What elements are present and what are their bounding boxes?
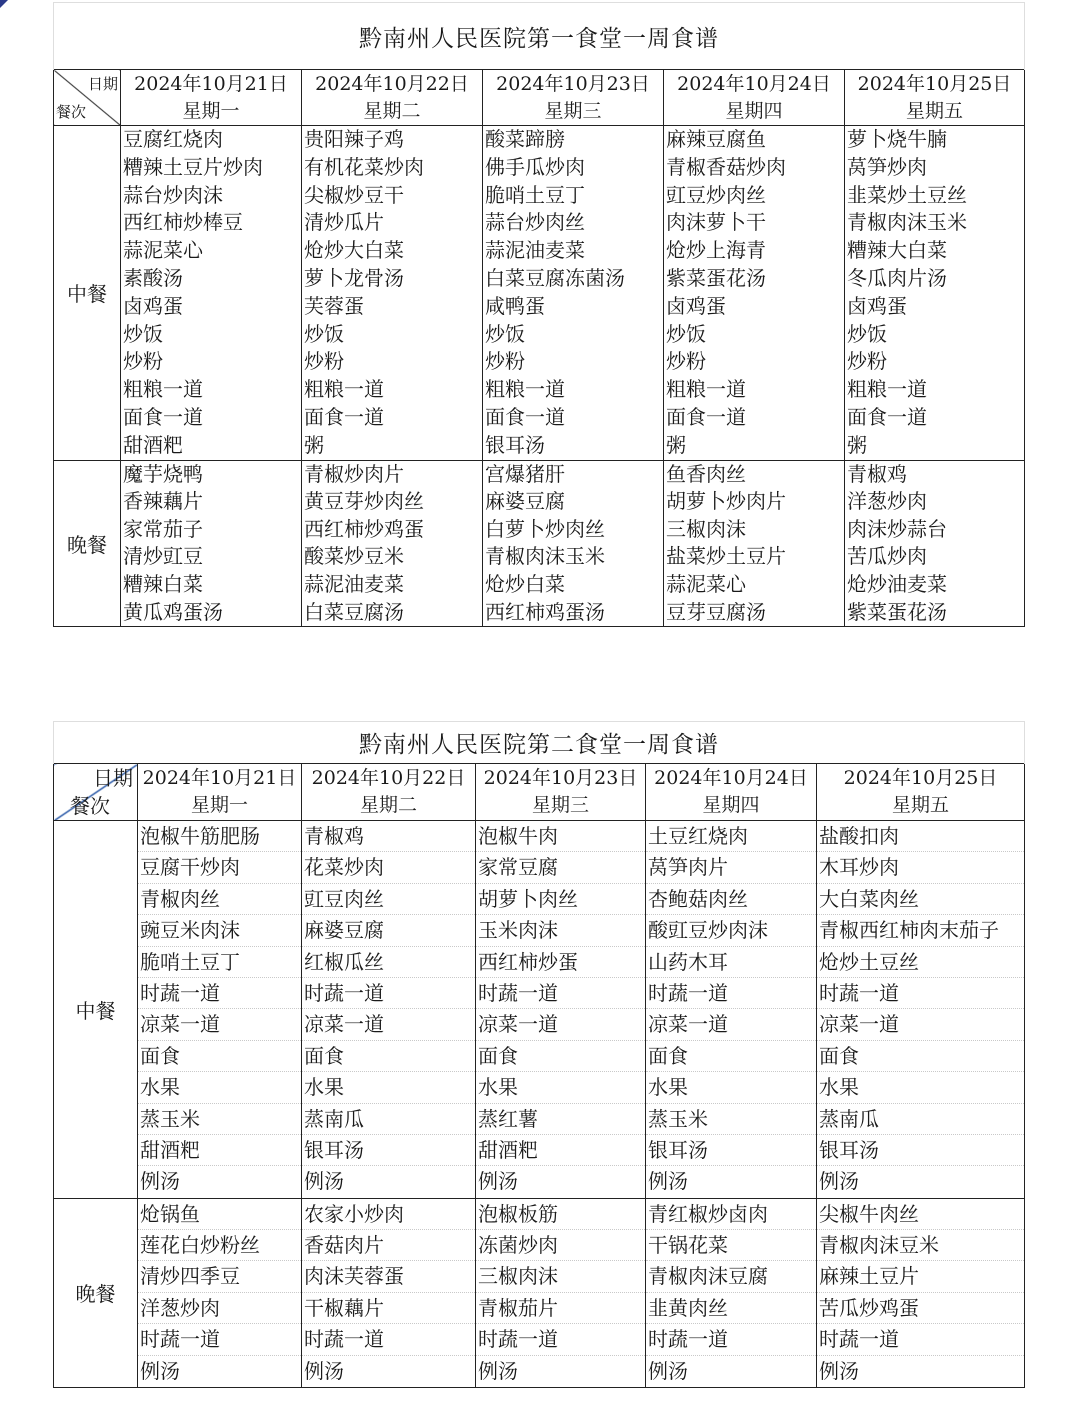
dish-item: 面食一道 (847, 404, 927, 429)
dish-item: 例汤 (819, 1358, 859, 1383)
dish-item: 粥 (304, 432, 324, 457)
dish-item: 银耳汤 (646, 1135, 816, 1166)
dish-item: 炝炒大白菜 (304, 238, 404, 263)
dish-item: 大白菜肉丝 (817, 884, 1024, 915)
dish-item: 水果 (817, 1072, 1024, 1103)
dish-item: 糟辣土豆片炒肉 (123, 154, 263, 179)
dish-item: 肉沫芙蓉蛋 (302, 1261, 475, 1292)
dish-item: 银耳汤 (817, 1135, 1024, 1166)
dish-item: 糟辣大白菜 (847, 238, 947, 263)
day-dishes (121, 126, 302, 461)
dish-item: 粗粮一道 (123, 377, 203, 402)
dish-item: 莴笋肉片 (646, 852, 816, 883)
dish-item: 魔芋烧鸭 (123, 461, 203, 486)
dish-item: 白菜豆腐冻菌汤 (485, 265, 625, 290)
dish-item: 凉菜一道 (817, 1009, 1024, 1040)
dish-item: 豇豆炒肉丝 (666, 182, 766, 207)
dish-item: 农家小炒肉 (302, 1199, 475, 1230)
dish-item: 炒粉 (847, 349, 887, 374)
dish-item: 脆哨土豆丁 (485, 182, 585, 207)
dish-item: 炒饭 (847, 321, 887, 346)
dinner-label: 晚餐 (54, 1198, 138, 1387)
header-row (54, 764, 1025, 821)
dish-item: 水果 (646, 1072, 816, 1103)
dish-item: 西红柿鸡蛋汤 (485, 599, 605, 624)
day-dishes (646, 1198, 817, 1387)
dish-item: 尖椒牛肉丝 (817, 1199, 1024, 1230)
dish-item: 胡萝卜炒肉片 (666, 489, 786, 514)
day-dishes (476, 1198, 646, 1387)
dish-item: 青椒肉沫玉米 (485, 544, 605, 569)
day-header (302, 764, 476, 821)
dish-item: 青椒肉沫玉米 (847, 210, 967, 235)
day-dishes (302, 821, 476, 1199)
weekday-label: 星期一 (190, 794, 248, 816)
dish-item: 白菜豆腐汤 (304, 599, 404, 624)
weekday-label: 星期二 (363, 99, 421, 122)
dish-item: 蒸玉米 (646, 1104, 816, 1135)
dish-item: 佛手瓜炒肉 (485, 154, 585, 179)
dish-item: 炝锅鱼 (138, 1199, 301, 1230)
weekday-label: 星期一 (182, 99, 240, 122)
dish-item: 麻婆豆腐 (485, 489, 565, 514)
dish-item: 干椒藕片 (302, 1293, 475, 1324)
day-dishes (845, 126, 1025, 461)
dish-item: 例汤 (304, 1358, 344, 1383)
day-dishes (817, 821, 1025, 1199)
dish-item: 面食 (138, 1041, 301, 1072)
dish-item: 青椒肉丝 (138, 884, 301, 915)
dish-item: 银耳汤 (485, 432, 545, 457)
dish-item: 花菜炒肉 (302, 852, 475, 883)
dish-item: 西红柿炒棒豆 (123, 210, 243, 235)
day-dishes (302, 126, 483, 461)
dish-item: 豆芽豆腐汤 (666, 599, 766, 624)
corner-date-label: 日期 (93, 766, 133, 790)
dish-item: 麻辣豆腐鱼 (666, 127, 766, 151)
dish-item: 凉菜一道 (646, 1009, 816, 1040)
day-header (664, 70, 845, 126)
dish-item: 豆腐红烧肉 (123, 127, 223, 151)
canteen-1-menu-table (53, 2, 1025, 627)
dish-item: 面食一道 (123, 404, 203, 429)
dish-item: 有机花菜炒肉 (304, 154, 424, 179)
dish-item: 芙蓉蛋 (304, 293, 364, 318)
dish-item: 蒜泥菜心 (666, 571, 746, 596)
dish-item: 卤鸡蛋 (123, 293, 183, 318)
dish-item: 面食 (476, 1041, 645, 1072)
dish-item: 红椒瓜丝 (302, 947, 475, 978)
dish-item: 干锅花菜 (646, 1230, 816, 1261)
dish-item: 酸菜蹄膀 (485, 127, 565, 151)
dish-item: 肉沫萝卜干 (666, 210, 766, 235)
dish-item: 面食 (817, 1041, 1024, 1072)
dish-item: 炝炒上海青 (666, 238, 766, 263)
dish-item: 粥 (847, 432, 867, 457)
dish-item: 宫爆猪肝 (485, 461, 565, 486)
lunch-label: 中餐 (54, 821, 138, 1199)
dish-item: 炒粉 (485, 349, 525, 374)
dish-item: 三椒肉沫 (476, 1261, 645, 1292)
dish-item: 酸菜炒豆米 (304, 544, 404, 569)
dish-item: 时蔬一道 (302, 1324, 475, 1355)
day-header (646, 764, 817, 821)
dish-item: 卤鸡蛋 (847, 293, 907, 318)
corner-date-label: 日期 (87, 75, 118, 93)
menu-title: 黔南州人民医院第二食堂一周食谱 (54, 722, 1025, 764)
dish-item: 糟辣白菜 (123, 571, 203, 596)
canteen-2-menu-table (53, 721, 1025, 1388)
dish-item: 炝炒白菜 (485, 571, 565, 596)
dish-item: 炒饭 (485, 321, 525, 346)
dish-item: 炒饭 (666, 321, 706, 346)
corner-meal-label: 餐次 (56, 103, 87, 121)
dish-item: 面食一道 (666, 404, 746, 429)
dish-item: 莲花白炒粉丝 (138, 1230, 301, 1261)
day-dishes (817, 1198, 1025, 1387)
day-dishes (302, 460, 483, 627)
dish-item: 胡萝卜肉丝 (476, 884, 645, 915)
dish-item: 黄豆芽炒肉丝 (304, 489, 424, 514)
weekday-label: 星期五 (906, 99, 964, 122)
dish-item: 凉菜一道 (138, 1009, 301, 1040)
weekday-label: 星期四 (725, 99, 783, 122)
dish-item: 玉米肉沫 (476, 915, 645, 946)
dish-item: 甜酒粑 (123, 432, 183, 457)
dish-item: 家常茄子 (123, 516, 203, 541)
menu-title: 黔南州人民医院第一食堂一周食谱 (54, 3, 1025, 70)
dish-item: 泡椒牛筋肥肠 (138, 821, 301, 852)
dish-item: 三椒肉沫 (666, 516, 746, 541)
dish-item: 家常豆腐 (476, 852, 645, 883)
dish-item: 青椒鸡 (847, 461, 907, 486)
dish-item: 青椒肉沫豆米 (817, 1230, 1024, 1261)
dish-item: 青椒茄片 (476, 1293, 645, 1324)
dish-item: 紫菜蛋花汤 (666, 265, 766, 290)
dish-item: 例汤 (648, 1358, 688, 1383)
dish-item: 面食一道 (485, 404, 565, 429)
dish-item: 例汤 (478, 1169, 518, 1194)
dish-item: 土豆红烧肉 (646, 821, 816, 852)
day-header (817, 764, 1025, 821)
dish-item: 白萝卜炒肉丝 (485, 516, 605, 541)
dish-item: 青椒西红柿肉末茄子 (817, 915, 1024, 946)
dish-item: 西红柿炒蛋 (476, 947, 645, 978)
dish-item: 时蔬一道 (817, 978, 1024, 1009)
day-header (302, 70, 483, 126)
dish-item: 麻婆豆腐 (302, 915, 475, 946)
header-row (54, 70, 1025, 126)
dish-item: 山药木耳 (646, 947, 816, 978)
dish-item: 冻菌炒肉 (476, 1230, 645, 1261)
day-dishes (664, 126, 845, 461)
dish-item: 木耳炒肉 (817, 852, 1024, 883)
dish-item: 粥 (666, 432, 686, 457)
day-dishes (664, 460, 845, 627)
dish-item: 青椒炒肉片 (304, 461, 404, 486)
dish-item: 炒粉 (304, 349, 344, 374)
dish-item: 例汤 (819, 1169, 859, 1194)
dish-item: 蒜泥油麦菜 (304, 571, 404, 596)
dish-item: 咸鸭蛋 (485, 293, 545, 318)
dish-item: 粗粮一道 (666, 377, 746, 402)
day-dishes (483, 460, 664, 627)
dish-item: 肉沫炒蒜台 (847, 516, 947, 541)
dish-item: 粗粮一道 (304, 377, 384, 402)
dish-item: 蒜台炒肉沫 (123, 182, 223, 207)
dish-item: 例汤 (648, 1169, 688, 1194)
dish-item: 黄瓜鸡蛋汤 (123, 599, 223, 624)
dish-item: 蒸红薯 (476, 1104, 645, 1135)
weekday-label: 星期三 (531, 794, 589, 816)
dish-item: 韭菜炒土豆丝 (847, 182, 967, 207)
date-label: 2024年10月25日 (857, 72, 1012, 95)
dish-item: 时蔬一道 (817, 1324, 1024, 1355)
dish-item: 例汤 (304, 1169, 344, 1194)
corner-meal-label: 餐次 (70, 794, 110, 818)
dish-item: 卤鸡蛋 (666, 293, 726, 318)
dish-item: 莴笋炒肉 (847, 154, 927, 179)
dish-item: 炒粉 (666, 349, 706, 374)
corner-header (54, 764, 138, 821)
dish-item: 紫菜蛋花汤 (847, 599, 947, 624)
day-dishes (138, 1198, 302, 1387)
day-dishes (121, 460, 302, 627)
dish-item: 苦瓜炒肉 (847, 544, 927, 569)
weekday-label: 星期五 (892, 794, 950, 816)
dish-item: 蒸南瓜 (817, 1104, 1024, 1135)
dish-item: 时蔬一道 (646, 1324, 816, 1355)
dish-item: 青红椒炒卤肉 (646, 1199, 816, 1230)
dish-item: 清炒豇豆 (123, 544, 203, 569)
day-dishes (138, 821, 302, 1199)
dish-item: 清炒四季豆 (138, 1261, 301, 1292)
corner-header (54, 70, 121, 126)
dish-item: 泡椒牛肉 (476, 821, 645, 852)
dish-item: 时蔬一道 (646, 978, 816, 1009)
dish-item: 豇豆肉丝 (302, 884, 475, 915)
dish-item: 素酸汤 (123, 265, 183, 290)
date-label: 2024年10月23日 (496, 72, 650, 95)
dish-item: 炝炒土豆丝 (817, 947, 1024, 978)
date-label: 2024年10月22日 (311, 767, 466, 789)
dish-item: 粗粮一道 (847, 377, 927, 402)
dish-item: 洋葱炒肉 (847, 489, 927, 514)
dish-item: 时蔬一道 (138, 1324, 301, 1355)
dish-item: 韭黄肉丝 (646, 1293, 816, 1324)
dish-item: 青椒肉沫豆腐 (646, 1261, 816, 1292)
day-dishes (476, 821, 646, 1199)
dish-item: 凉菜一道 (476, 1009, 645, 1040)
weekday-label: 星期三 (544, 99, 602, 122)
dish-item: 尖椒炒豆干 (304, 182, 404, 207)
dish-item: 水果 (138, 1072, 301, 1103)
dish-item: 蒜泥油麦菜 (485, 238, 585, 263)
dish-item: 麻辣土豆片 (817, 1261, 1024, 1292)
dish-item: 青椒香菇炒肉 (666, 154, 786, 179)
day-header (483, 70, 664, 126)
dish-item: 时蔬一道 (138, 978, 301, 1009)
dish-item: 时蔬一道 (476, 978, 645, 1009)
day-header (138, 764, 302, 821)
dish-item: 贵阳辣子鸡 (304, 127, 404, 151)
dish-item: 青椒鸡 (302, 821, 475, 852)
day-dishes (845, 460, 1025, 627)
dish-item: 蒸玉米 (138, 1104, 301, 1135)
dish-item: 例汤 (140, 1169, 180, 1194)
dish-item: 香菇肉片 (302, 1230, 475, 1261)
lunch-label: 中餐 (54, 126, 121, 461)
dish-item: 豆腐干炒肉 (138, 852, 301, 883)
day-dishes (483, 126, 664, 461)
dish-item: 盐菜炒土豆片 (666, 544, 786, 569)
dish-item: 粗粮一道 (485, 377, 565, 402)
dish-item: 例汤 (478, 1358, 518, 1383)
dish-item: 凉菜一道 (302, 1009, 475, 1040)
dinner-label: 晚餐 (54, 460, 121, 627)
dish-item: 水果 (476, 1072, 645, 1103)
day-header (845, 70, 1025, 126)
dish-item: 杏鲍菇肉丝 (646, 884, 816, 915)
dish-item: 炝炒油麦菜 (847, 571, 947, 596)
date-label: 2024年10月24日 (677, 72, 831, 95)
dish-item: 酸豇豆炒肉沫 (646, 915, 816, 946)
dish-item: 面食一道 (304, 404, 384, 429)
dish-item: 冬瓜肉片汤 (847, 265, 947, 290)
dish-item: 甜酒粑 (476, 1135, 645, 1166)
day-dishes (302, 1198, 476, 1387)
dish-item: 豌豆米肉沫 (138, 915, 301, 946)
dish-item: 香辣藕片 (123, 489, 203, 514)
dish-item: 炒饭 (304, 321, 344, 346)
dish-item: 蒜泥菜心 (123, 238, 203, 263)
date-label: 2024年10月23日 (483, 767, 638, 789)
dish-item: 银耳汤 (302, 1135, 475, 1166)
dish-item: 苦瓜炒鸡蛋 (817, 1293, 1024, 1324)
dish-item: 洋葱炒肉 (138, 1293, 301, 1324)
dish-item: 甜酒粑 (138, 1135, 301, 1166)
dish-item: 面食 (302, 1041, 475, 1072)
dish-item: 脆哨土豆丁 (138, 947, 301, 978)
dish-item: 萝卜龙骨汤 (304, 265, 404, 290)
dish-item: 西红柿炒鸡蛋 (304, 516, 424, 541)
dish-item: 鱼香肉丝 (666, 461, 746, 486)
dish-item: 时蔬一道 (302, 978, 475, 1009)
corner-decoration (0, 0, 8, 8)
day-header (476, 764, 646, 821)
day-dishes (646, 821, 817, 1199)
dish-item: 例汤 (140, 1358, 180, 1383)
dish-item: 蒜台炒肉丝 (485, 210, 585, 235)
dish-item: 清炒瓜片 (304, 210, 384, 235)
date-label: 2024年10月25日 (843, 767, 998, 789)
dish-item: 炒饭 (123, 321, 163, 346)
dinner-row (54, 1198, 1025, 1387)
date-label: 2024年10月22日 (315, 72, 469, 95)
dish-item: 时蔬一道 (476, 1324, 645, 1355)
dish-item: 水果 (302, 1072, 475, 1103)
dinner-row (54, 460, 1025, 627)
date-label: 2024年10月21日 (142, 767, 297, 789)
date-label: 2024年10月21日 (134, 72, 288, 95)
dish-item: 萝卜烧牛腩 (847, 127, 947, 151)
dish-item: 面食 (646, 1041, 816, 1072)
day-header (121, 70, 302, 126)
dish-item: 泡椒板筋 (476, 1199, 645, 1230)
lunch-row (54, 126, 1025, 461)
dish-item: 盐酸扣肉 (817, 821, 1024, 852)
dish-item: 炒粉 (123, 349, 163, 374)
weekday-label: 星期四 (702, 794, 760, 816)
lunch-row (54, 821, 1025, 1199)
date-label: 2024年10月24日 (654, 767, 808, 789)
dish-item: 蒸南瓜 (302, 1104, 475, 1135)
weekday-label: 星期二 (359, 794, 417, 816)
